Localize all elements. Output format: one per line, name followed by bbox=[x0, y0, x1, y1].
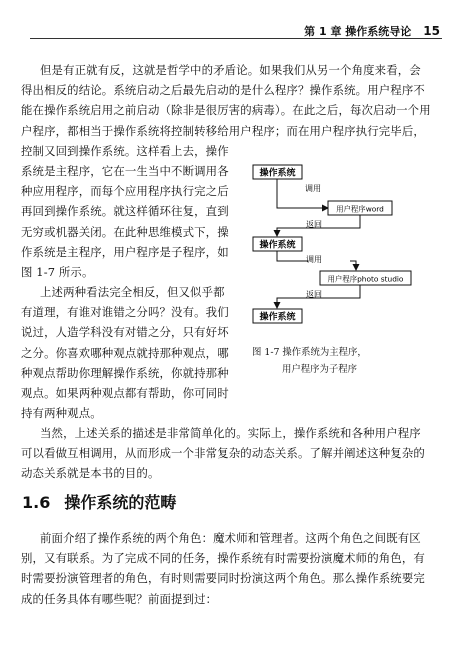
text-line: 种应用程序，而每个应用程序执行完之后 bbox=[21, 184, 229, 199]
text-line: 得出相反的结论。系统启动之后最先启动的是什么程序？操作系统。用户程序不 bbox=[21, 83, 425, 98]
text-line: 持有两种观点。 bbox=[21, 406, 102, 421]
text-line: 当然，上述关系的描述是非常简单化的。实际上，操作系统和各种用户程序 bbox=[40, 426, 421, 440]
call-label-1: 调用 bbox=[305, 184, 321, 193]
text-line: 控制又回到操作系统。这样看上去，操作 bbox=[21, 143, 229, 158]
text-line: 种观点帮助你理解操作系统，你就持那种 bbox=[21, 365, 229, 380]
text-line: 之分。你喜欢哪种观点就持那种观点，哪 bbox=[21, 345, 229, 360]
paragraph-4 bbox=[21, 528, 425, 609]
text-line: 别，又有联系。为了完成不同的任务，操作系统有时需要扮演魔术师的角色，有 bbox=[21, 551, 425, 566]
return-label-1: 返回 bbox=[306, 220, 322, 229]
text-line: 图 1-7 所示。 bbox=[21, 265, 94, 280]
text-line: 有道理，有谁对谁错之分吗？没有。我们 bbox=[21, 305, 229, 320]
section-number: 1.6 bbox=[22, 493, 51, 512]
caption-line: 用户程序为子程序 bbox=[282, 364, 358, 375]
caption-line: 图 1-7 操作系统为主程序， bbox=[252, 347, 367, 358]
photo-studio-box bbox=[320, 271, 411, 285]
svg-text:用户程序word: 用户程序word bbox=[336, 204, 384, 214]
call-arrow-2 bbox=[350, 261, 356, 270]
page-number: 15 bbox=[423, 24, 440, 38]
call-label-2: 调用 bbox=[306, 255, 322, 264]
running-head bbox=[304, 23, 440, 39]
text-line: 前面介绍了操作系统的两个角色：魔术师和管理者。这两个角色之间既有区 bbox=[40, 531, 421, 545]
text-line: 无穷或机器关闭。在此种思维模式下，操 bbox=[21, 224, 229, 239]
os-box-1 bbox=[253, 165, 302, 179]
paragraph-3 bbox=[21, 423, 425, 484]
os-box-3 bbox=[253, 309, 302, 323]
text-line: 上述两种看法完全相反，但又似乎都 bbox=[40, 285, 225, 299]
section-heading bbox=[22, 490, 176, 513]
svg-text:用户程序photo studio: 用户程序photo studio bbox=[327, 274, 404, 284]
word-box bbox=[328, 201, 392, 215]
text-line: 再回到操作系统。就这样循环往复，直到 bbox=[21, 204, 229, 219]
svg-text:操作系统: 操作系统 bbox=[259, 312, 296, 323]
text-line: 能在操作系统启用之前启动（除非是很厉害的病毒）。在此之后，每次启动一个用 bbox=[21, 103, 431, 118]
os-box-2 bbox=[253, 237, 302, 251]
section-title: 操作系统的范畴 bbox=[64, 493, 177, 512]
text-line: 时需要扮演管理者的角色，有时则需要同时扮演这两个角色。那么操作系统要完 bbox=[21, 571, 425, 586]
svg-text:操作系统: 操作系统 bbox=[259, 168, 296, 179]
text-line: 观点。如果两种观点都有帮助，你可同时 bbox=[21, 386, 229, 401]
text-line: 动态关系就是本书的目的。 bbox=[21, 466, 160, 481]
call-line-2 bbox=[277, 251, 308, 261]
text-line: 但是有正就有反，这就是哲学中的矛盾论。如果我们从另一个角度来看，会 bbox=[40, 63, 421, 77]
text-line: 可以看做互相调用，从而形成一个非常复杂的动态关系。了解并阐述这种复杂的 bbox=[21, 446, 425, 461]
figure-caption bbox=[252, 344, 367, 378]
paragraph-2 bbox=[21, 282, 229, 423]
return-label-2: 返回 bbox=[306, 290, 322, 299]
text-line: 户程序，都相当于操作系统将控制转移给用户程序；而在用户程序执行完毕后， bbox=[21, 123, 425, 138]
figure-1-7 bbox=[240, 158, 440, 338]
header-rule bbox=[30, 38, 442, 39]
text-line: 说过，人造学科没有对错之分，只有好坏 bbox=[21, 325, 229, 340]
text-line: 系统是主程序，它在一生当中不断调用各 bbox=[21, 164, 229, 179]
text-line: 作系统是主程序，用户程序是子程序，如 bbox=[21, 244, 229, 259]
page-header bbox=[0, 0, 450, 40]
chapter-title: 第 1 章 操作系统导论 bbox=[304, 25, 412, 38]
text-line: 成的任务具体有哪些呢？前面提到过： bbox=[21, 591, 218, 606]
svg-text:操作系统: 操作系统 bbox=[259, 240, 296, 251]
